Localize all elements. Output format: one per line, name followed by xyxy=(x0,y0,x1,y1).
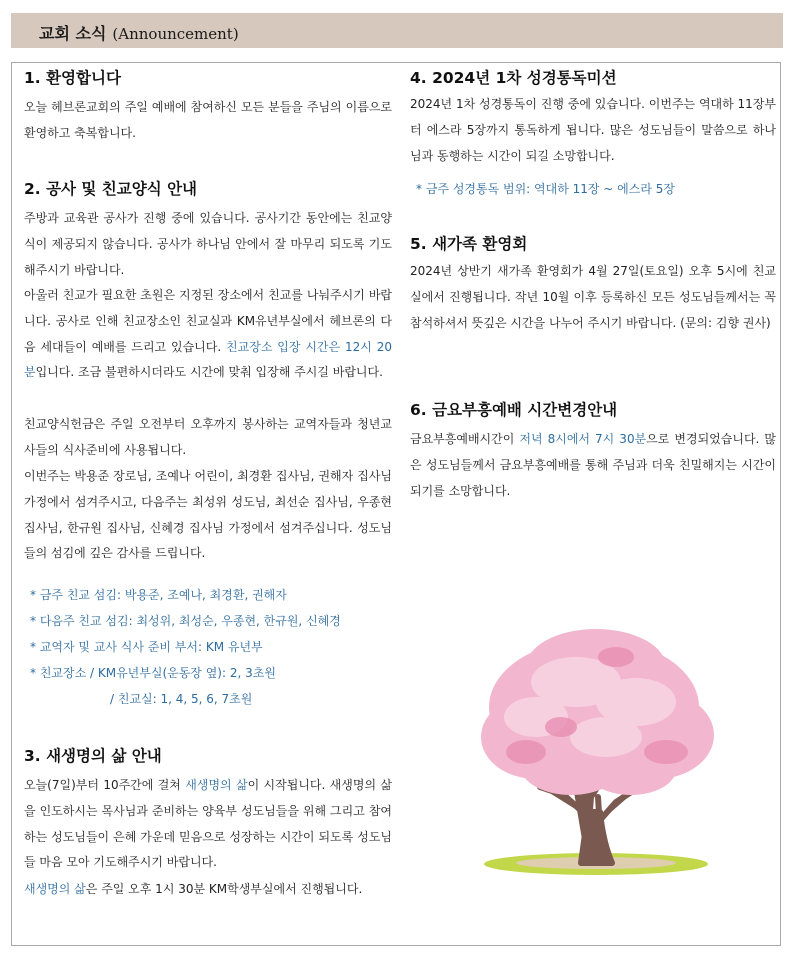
friday-text-a: 금요부흥예배시간이 xyxy=(410,432,520,446)
construction-bullet-4-continued: / 친교실: 1, 4, 5, 6, 7초원 xyxy=(110,692,253,706)
newlife-program-name: 새생명의 삶 xyxy=(185,778,248,792)
page-title xyxy=(39,21,239,44)
bible-body: 2024년 1차 성경통독이 진행 중에 있습니다. 이번주는 역대하 11장부터 에스라 5장까지 통독하게 됩니다. 많은 성도님들이 말씀으로 하나님과 동행하는 시간이 되길 소망합니다. xyxy=(410,97,776,163)
section-welcome-body: 오늘 헤브론교회의 주일 예배에 참여하신 모든 분들을 주님의 이름으로 환영하고 축복합니다. xyxy=(24,100,392,140)
newlife-paragraph-2 xyxy=(24,877,392,903)
newlife-p1-text-a: 오늘(7일)부터 10주간에 걸쳐 xyxy=(24,778,186,792)
friday-body xyxy=(410,427,776,504)
section-newlife-title: 3. 새생명의 삶 안내 xyxy=(24,747,162,765)
title-english: (Announcement) xyxy=(112,25,239,43)
section-newfamily-title: 5. 새가족 환영회 xyxy=(410,235,528,253)
section-welcome-title: 1. 환영합니다 xyxy=(24,69,121,87)
newlife-p1-text-c: 이 시작됩니다. 새생명의 삶을 인도하시는 목사님과 준비하는 양육부 성도님들을 위해 그리고 참여하는 성도님들이 은혜 가운데 믿음으로 성장하는 시간이 되도록 성도님들 마음 모아 기도해주시기 바랍니다. xyxy=(24,778,392,870)
newfamily-body: 2024년 상반기 새가족 환영회가 4월 27일(토요일) 오후 5시에 친교실에서 진행됩니다. 작년 10월 이후 등록하신 모든 성도님들께서는 꼭 참석하셔서 뜻깊은 시간을 나누어 주시기 바랍니다. (문의: 김향 권사) xyxy=(410,264,776,330)
section-construction-title: 2. 공사 및 친교양식 안내 xyxy=(24,180,198,198)
title-korean: 교회 소식 xyxy=(39,24,107,43)
newlife-program-name-2: 새생명의 삶 xyxy=(24,882,86,896)
newlife-paragraph-1 xyxy=(24,773,392,876)
construction-bullet-1: * 금주 친교 섬김: 박용준, 조예나, 최경환, 권해자 xyxy=(30,588,287,602)
construction-paragraph-3: 친교양식헌금은 주일 오전부터 오후까지 봉사하는 교역자들과 청년교사들의 식사준비에 사용됩니다. xyxy=(24,417,392,457)
cherry-blossom-tree-icon xyxy=(466,627,726,877)
friday-time-change: 저녁 8시에서 7시 30분 xyxy=(519,432,647,446)
newlife-p2-text-b: 은 주일 오후 1시 30분 KM학생부실에서 진행됩니다. xyxy=(85,882,363,896)
section-friday-title: 6. 금요부흥예배 시간변경안내 xyxy=(410,401,618,419)
construction-paragraph-1: 주방과 교육관 공사가 진행 중에 있습니다. 공사기간 동안에는 친교양식이 제공되지 않습니다. 공사가 하나님 안에서 잘 마무리 되도록 기도해주시기 바랍니다. xyxy=(24,211,392,277)
section-bible-title: 4. 2024년 1차 성경통독미션 xyxy=(410,69,617,87)
construction-paragraph-2 xyxy=(24,283,392,386)
construction-entry-time: 친교장소 입장 시간은 12시 20분 xyxy=(24,339,392,380)
construction-bullet-3: * 교역자 및 교사 식사 준비 부서: KM 유년부 xyxy=(30,640,263,654)
construction-bullet-4: * 친교장소 / KM유년부실(운동장 옆): 2, 3초원 xyxy=(30,666,276,680)
friday-text-c: 으로 변경되었습니다. 많은 성도님들께서 금요부흥예배를 통해 주님과 더욱 친밀해지는 시간이 되기를 소망합니다. xyxy=(410,432,776,498)
construction-bullet-2: * 다음주 친교 섬김: 최성위, 최성순, 우종현, 한규원, 신혜경 xyxy=(30,614,341,628)
header-bar xyxy=(11,13,783,48)
construction-p2-text-c: 입니다. 조금 불편하시더라도 시간에 맞춰 입장해 주시길 바랍니다. xyxy=(35,365,383,380)
bible-bullet: * 금주 성경통독 범위: 역대하 11장 ~ 에스라 5장 xyxy=(416,182,675,196)
construction-p2-text-a: 아울러 친교가 필요한 초원은 지정된 장소에서 친교를 나눠주시기 바랍니다. 공사로 인해 친교장소인 친교실과 KM유년부실에서 헤브론의 다음 세대들이 예배를 드리고 있습니다. xyxy=(24,288,392,354)
construction-paragraph-4: 이번주는 박용준 장로님, 조예나 어린이, 최경환 집사님, 권해자 집사님 가정에서 섬겨주시고, 다음주는 최성위 성도님, 최선순 집사님, 우종현 집사님, 한규원 집사님, 신혜경 집사님 가정에서 섬겨주십니다. 성도님들의 섬김에 깊은 감사를 드립니다. xyxy=(24,469,392,561)
